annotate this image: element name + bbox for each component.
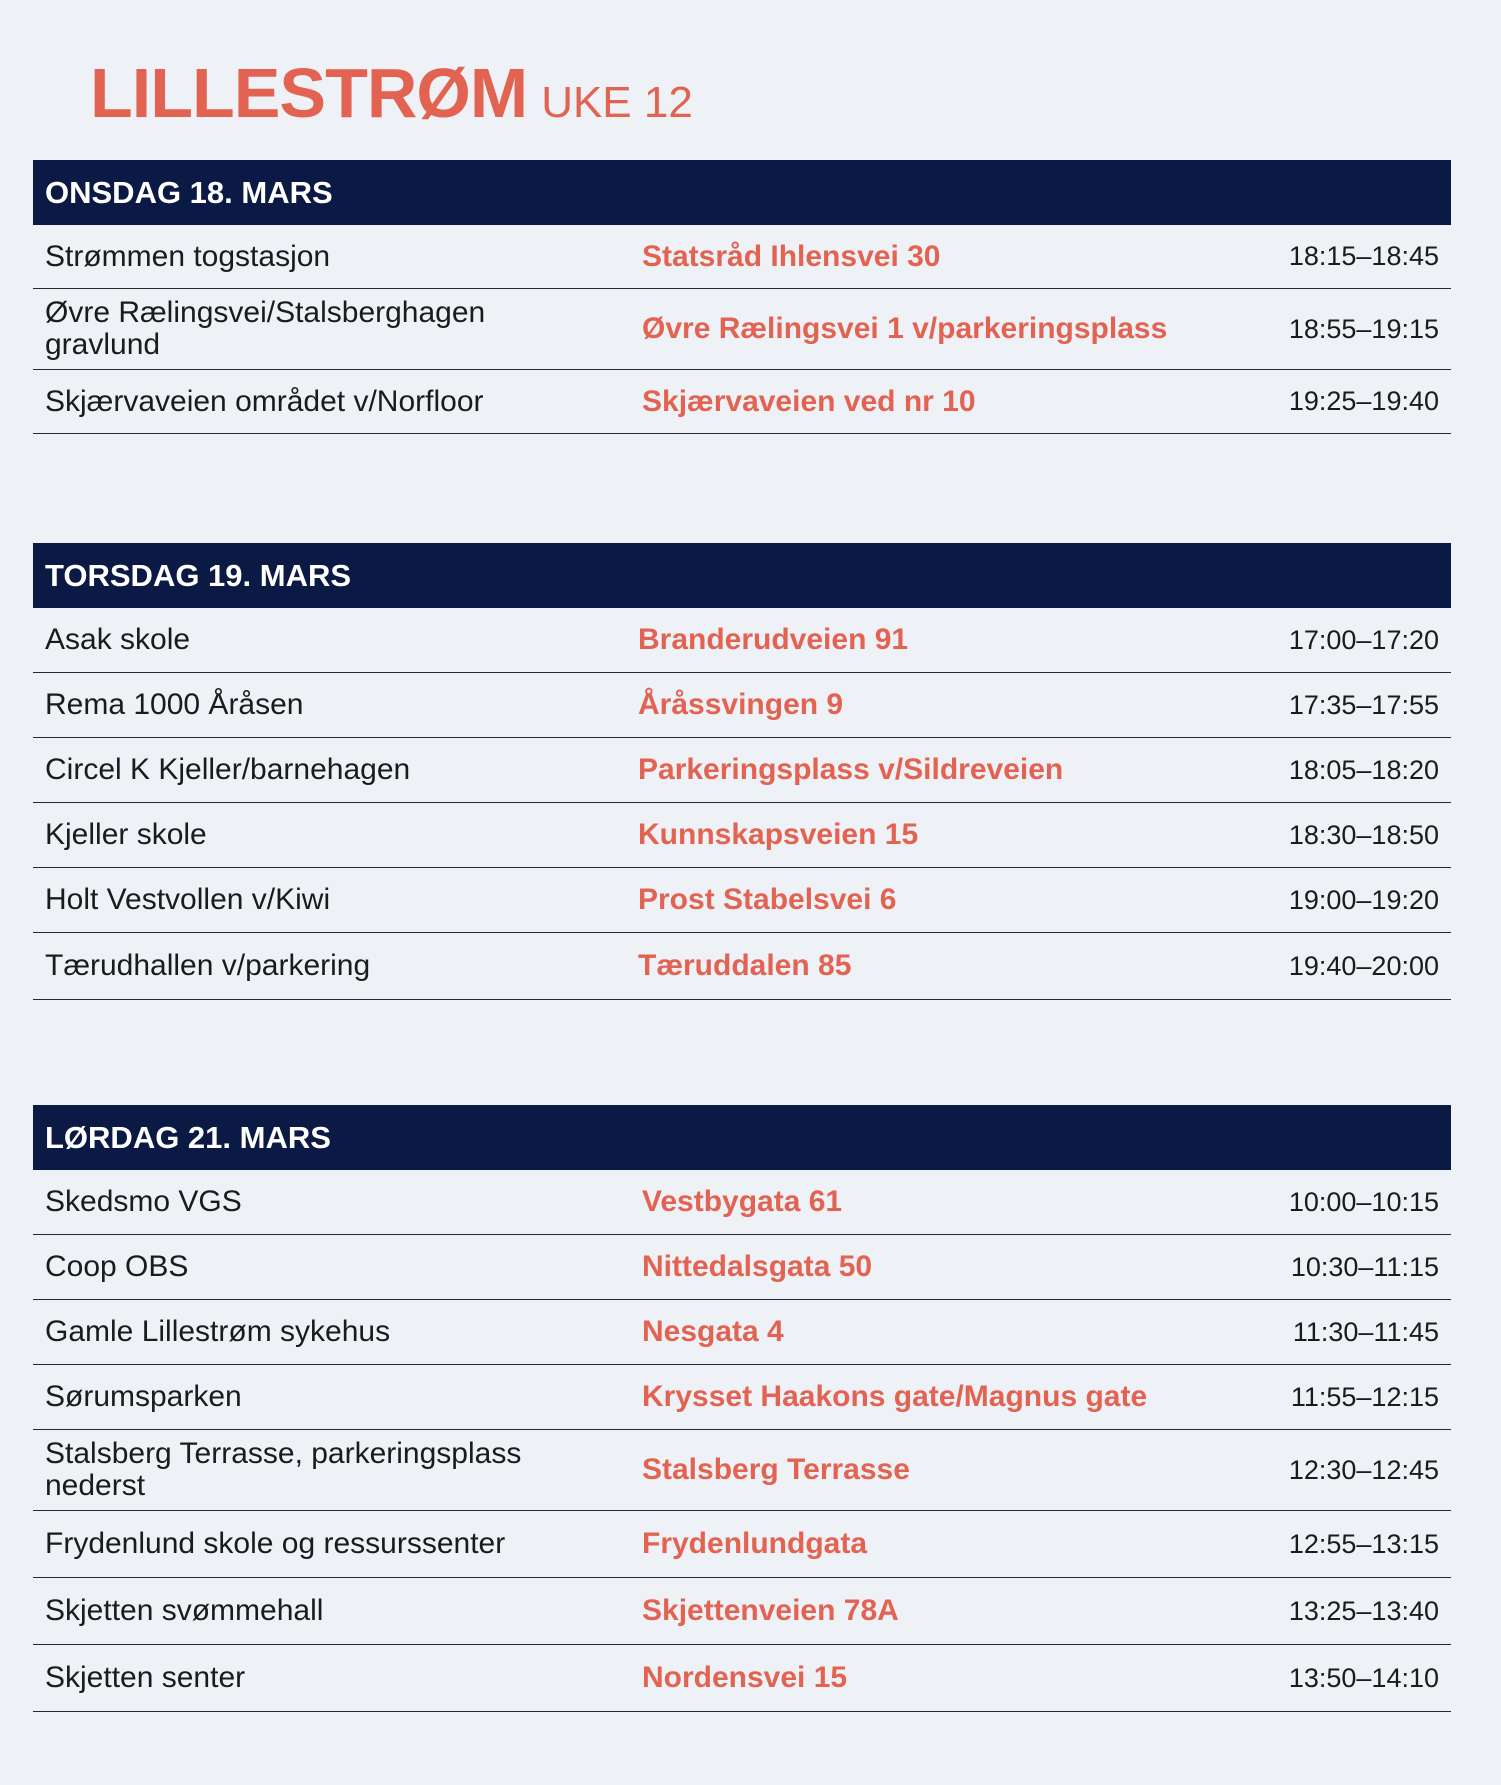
place-name: Skjetten senter	[45, 1661, 246, 1694]
address: Prost Stabelsvei 6	[638, 883, 897, 916]
address: Branderudveien 91	[638, 623, 909, 656]
table-row	[33, 1578, 1451, 1645]
place-name: Rema 1000 Åråsen	[45, 688, 304, 721]
day-header: LØRDAG 21. MARS	[33, 1105, 1451, 1170]
address: Tæruddalen 85	[638, 949, 852, 982]
table-row	[33, 1365, 1451, 1430]
table-row	[33, 1235, 1451, 1300]
day-header: ONSDAG 18. MARS	[33, 160, 1451, 225]
address: Vestbygata 61	[642, 1185, 843, 1218]
place-name: Tærudhallen v/parkering	[45, 949, 371, 982]
address: Kunnskapsveien 15	[638, 818, 919, 851]
day-section-saturday	[33, 1105, 1451, 1712]
table-row	[33, 738, 1451, 803]
address: Øvre Rælingsvei 1 v/parkeringsplass	[642, 312, 1168, 345]
place-name: Sørumsparken	[45, 1380, 242, 1413]
day-section-thursday	[33, 543, 1451, 1000]
time-slot: 12:30–12:45	[1288, 1454, 1439, 1485]
place-name: Skedsmo VGS	[45, 1185, 242, 1218]
table-row	[33, 370, 1451, 434]
address: Åråssvingen 9	[638, 688, 844, 721]
table-row	[33, 803, 1451, 868]
time-slot: 18:30–18:50	[1288, 819, 1439, 850]
address: Stalsberg Terrasse	[642, 1453, 910, 1486]
address: Skjærvaveien ved nr 10	[642, 384, 976, 418]
week-label: UKE 12	[541, 78, 693, 127]
day-header: TORSDAG 19. MARS	[33, 543, 1451, 608]
time-slot: 13:25–13:40	[1288, 1595, 1439, 1626]
place-name: Coop OBS	[45, 1250, 189, 1283]
place-name: Strømmen togstasjon	[45, 239, 331, 273]
address: Skjettenveien 78A	[642, 1594, 899, 1627]
table-row	[33, 1170, 1451, 1235]
time-slot: 19:25–19:40	[1288, 386, 1439, 416]
address: Parkeringsplass v/Sildreveien	[638, 753, 1064, 786]
table-row	[33, 289, 1451, 370]
page-title	[90, 54, 693, 132]
address: Nittedalsgata 50	[642, 1250, 873, 1283]
table-row	[33, 673, 1451, 738]
table-row	[33, 225, 1451, 289]
address: Krysset Haakons gate/Magnus gate	[642, 1380, 1148, 1413]
address: Frydenlundgata	[642, 1527, 868, 1560]
time-slot: 18:05–18:20	[1288, 754, 1439, 785]
table-row	[33, 608, 1451, 673]
address: Nesgata 4	[642, 1315, 784, 1348]
time-slot: 19:00–19:20	[1288, 884, 1439, 915]
table-row	[33, 933, 1451, 1000]
table-row	[33, 1511, 1451, 1578]
place-name: Kjeller skole	[45, 818, 207, 851]
place-name: Øvre Rælingsvei/Stalsberghagen gravlund	[45, 296, 486, 361]
time-slot: 11:30–11:45	[1292, 1316, 1439, 1347]
table-row	[33, 1645, 1451, 1712]
time-slot: 17:00–17:20	[1288, 624, 1439, 655]
place-name: Stalsberg Terrasse, parkeringsplass nederst	[45, 1437, 522, 1502]
place-name: Frydenlund skole og ressurssenter	[45, 1527, 506, 1560]
place-name: Asak skole	[45, 623, 191, 656]
place-name: Holt Vestvollen v/Kiwi	[45, 883, 331, 916]
time-slot: 12:55–13:15	[1288, 1528, 1439, 1559]
address: Statsråd Ihlensvei 30	[642, 239, 941, 273]
time-slot: 18:15–18:45	[1288, 241, 1439, 271]
city-title: LILLESTRØM	[90, 54, 528, 132]
table-row	[33, 868, 1451, 933]
time-slot: 10:30–11:15	[1290, 1251, 1439, 1282]
time-slot: 11:55–12:15	[1290, 1381, 1439, 1412]
time-slot: 10:00–10:15	[1288, 1186, 1439, 1217]
time-slot: 17:35–17:55	[1288, 689, 1439, 720]
day-section-wednesday	[33, 160, 1451, 434]
table-row	[33, 1430, 1451, 1511]
time-slot: 18:55–19:15	[1288, 313, 1439, 344]
place-name: Circel K Kjeller/barnehagen	[45, 753, 411, 786]
place-name: Gamle Lillestrøm sykehus	[45, 1315, 391, 1348]
time-slot: 19:40–20:00	[1288, 950, 1439, 981]
time-slot: 13:50–14:10	[1288, 1662, 1439, 1693]
address: Nordensvei 15	[642, 1661, 848, 1694]
table-row	[33, 1300, 1451, 1365]
place-name: Skjetten svømmehall	[45, 1594, 324, 1627]
place-name: Skjærvaveien området v/Norfloor	[45, 384, 484, 418]
